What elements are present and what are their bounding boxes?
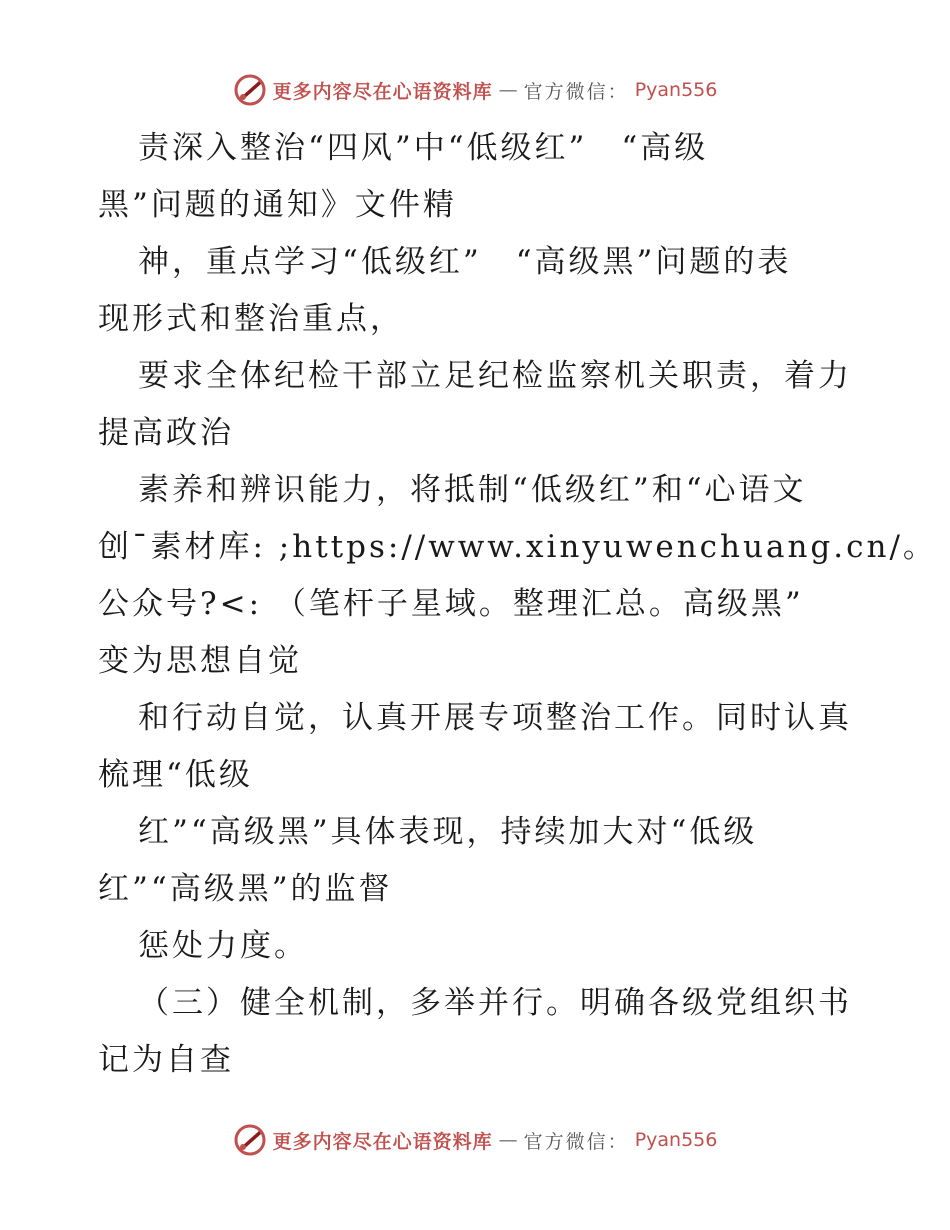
banner-wechat-label: 官方微信： bbox=[523, 1130, 629, 1153]
body-line: 记为自查 bbox=[98, 1042, 234, 1078]
banner-slogan: 更多内容尽在心语资料库 bbox=[272, 80, 493, 103]
header-watermark-banner bbox=[0, 70, 950, 110]
banner-wechat-label: 官方微信： bbox=[523, 80, 629, 103]
brush-logo-icon bbox=[233, 1123, 267, 1157]
body-line: 创¯素材库: ;https://www.xinyuwenchuang.cn/。 bbox=[98, 529, 937, 565]
banner-dash: — bbox=[498, 1129, 518, 1151]
body-line: 素养和辨识能力，将抵制“低级红”和“心语文 bbox=[138, 472, 807, 508]
document-body bbox=[98, 120, 937, 1089]
body-line: 现形式和整治重点， bbox=[98, 301, 404, 337]
body-line: 红”“高级黑”的监督 bbox=[98, 871, 393, 907]
body-line: 要求全体纪检干部立足纪检监察机关职责，着力 bbox=[138, 358, 852, 394]
body-line: （三）健全机制，多举并行。明确各级党组织书 bbox=[138, 985, 852, 1021]
body-line: 黑”问题的通知》文件精 bbox=[98, 187, 457, 223]
body-line: 公众号?<: （笔杆子星域。整理汇总。高级黑” bbox=[98, 586, 804, 622]
footer-watermark-banner bbox=[0, 1120, 950, 1160]
body-line: 神，重点学习“低级红” “高级黑”问题的表 bbox=[138, 244, 792, 280]
body-line: 变为思想自觉 bbox=[98, 643, 302, 679]
banner-wechat-id: Pyan556 bbox=[634, 79, 718, 101]
body-line: 提高政治 bbox=[98, 415, 234, 451]
body-line: 惩处力度。 bbox=[138, 928, 308, 964]
banner-dash: — bbox=[498, 79, 518, 101]
body-line: 责深入整治“四风”中“低级红” “高级 bbox=[138, 130, 709, 166]
banner-slogan: 更多内容尽在心语资料库 bbox=[272, 1130, 493, 1153]
body-line: 梳理“低级 bbox=[98, 757, 253, 793]
body-line: 红”“高级黑”具体表现，持续加大对“低级 bbox=[138, 814, 758, 850]
banner-wechat-id: Pyan556 bbox=[634, 1129, 718, 1151]
body-line: 和行动自觉，认真开展专项整治工作。同时认真 bbox=[138, 700, 852, 736]
brush-logo-icon bbox=[233, 73, 267, 107]
